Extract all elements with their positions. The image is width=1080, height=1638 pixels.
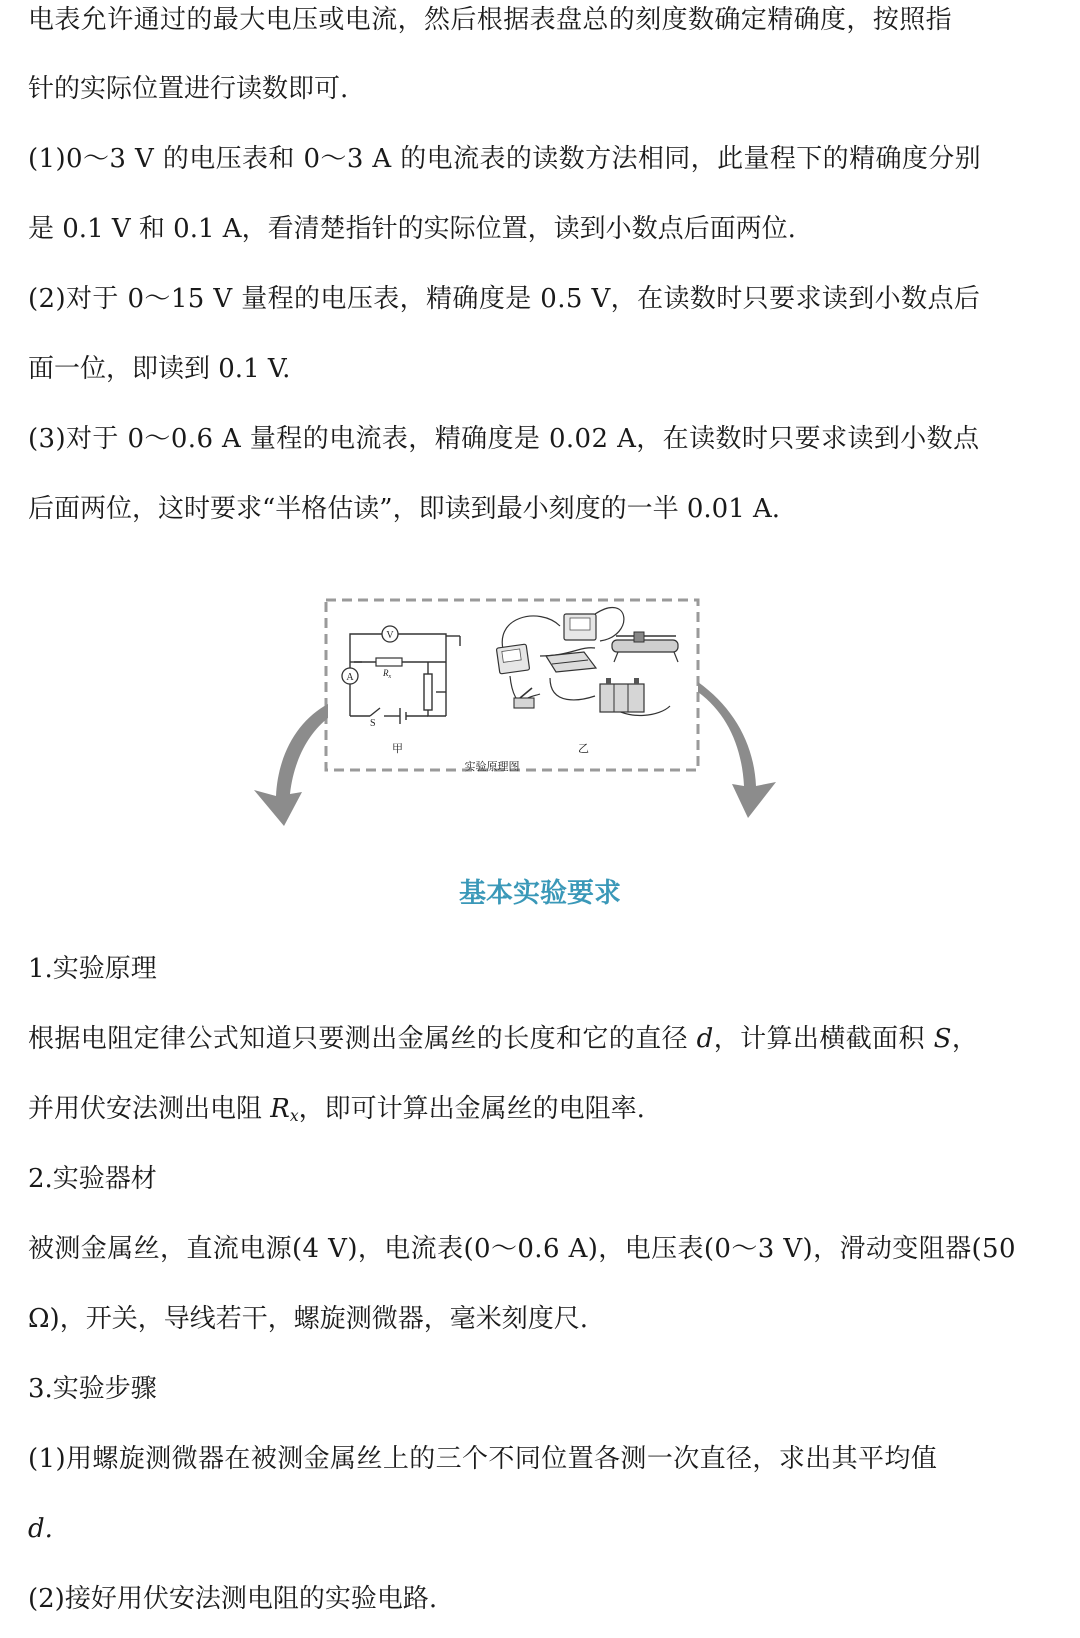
text-line: d. bbox=[28, 1514, 53, 1544]
experiment-diagram-figure bbox=[250, 596, 810, 836]
label-jia: 甲 bbox=[392, 742, 403, 755]
label-yi: 乙 bbox=[578, 742, 589, 755]
text-line: 并用伏安法测出电阻 $R_x$，即可计算出金属丝的电阻率. bbox=[28, 1094, 645, 1125]
right-arrow-icon bbox=[698, 682, 776, 818]
voltmeter-device bbox=[564, 614, 596, 640]
rheostat-device bbox=[612, 632, 678, 662]
resistor-rx bbox=[376, 658, 402, 666]
text-line: 是 0.1 V 和 0.1 A，看清楚指针的实际位置，读到小数点后面两位. bbox=[28, 214, 796, 244]
ammeter-device bbox=[496, 644, 529, 674]
text-line: 被测金属丝，直流电源(4 V)，电流表(0～0.6 A)，电压表(0～3 V)，滑动变阻器(50 bbox=[28, 1234, 1016, 1264]
ammeter-letter: A bbox=[346, 672, 354, 683]
figure-caption: 实验原理图 bbox=[464, 760, 520, 773]
section-title: 基本实验要求 bbox=[459, 878, 621, 909]
left-arrow-icon bbox=[254, 704, 328, 826]
text-line: (1)用螺旋测微器在被测金属丝上的三个不同位置各测一次直径，求出其平均值 bbox=[28, 1444, 938, 1474]
text-line: (2)接好用伏安法测电阻的实验电路. bbox=[28, 1584, 438, 1614]
voltmeter-letter: V bbox=[386, 630, 394, 641]
battery-device bbox=[600, 678, 644, 712]
text-line: 针的实际位置进行读数即可. bbox=[28, 74, 349, 104]
text-line: 面一位，即读到 0.1 V. bbox=[28, 354, 291, 384]
text-line: 根据电阻定律公式知道只要测出金属丝的长度和它的直径 d，计算出横截面积 S， bbox=[28, 1024, 979, 1054]
experiment-diagram bbox=[250, 596, 810, 836]
switch-device bbox=[514, 688, 534, 708]
heading-equipment: 2.实验器材 bbox=[28, 1164, 157, 1194]
text-line: (2)对于 0～15 V 量程的电压表，精确度是 0.5 V，在读数时只要求读到小数点后 bbox=[28, 284, 981, 314]
heading-steps: 3.实验步骤 bbox=[28, 1374, 157, 1404]
text-line: 后面两位，这时要求“半格估读”，即读到最小刻度的一半 0.01 A. bbox=[28, 494, 781, 524]
text-line: 电表允许通过的最大电压或电流，然后根据表盘总的刻度数确定精确度，按照指 bbox=[28, 5, 953, 35]
wire-board bbox=[546, 652, 596, 672]
text-line: (3)对于 0～0.6 A 量程的电流表，精确度是 0.02 A，在读数时只要求读到小数点 bbox=[28, 424, 980, 454]
switch-label: S bbox=[370, 718, 376, 729]
text-line: Ω)，开关，导线若干，螺旋测微器，毫米刻度尺. bbox=[28, 1304, 588, 1334]
circuit-schematic bbox=[350, 634, 460, 724]
heading-principle: 1.实验原理 bbox=[28, 954, 157, 984]
text-line: (1)0～3 V 的电压表和 0～3 A 的电流表的读数方法相同，此量程下的精确度分别 bbox=[28, 144, 982, 174]
resistor-label: $R_x$ bbox=[383, 668, 392, 680]
